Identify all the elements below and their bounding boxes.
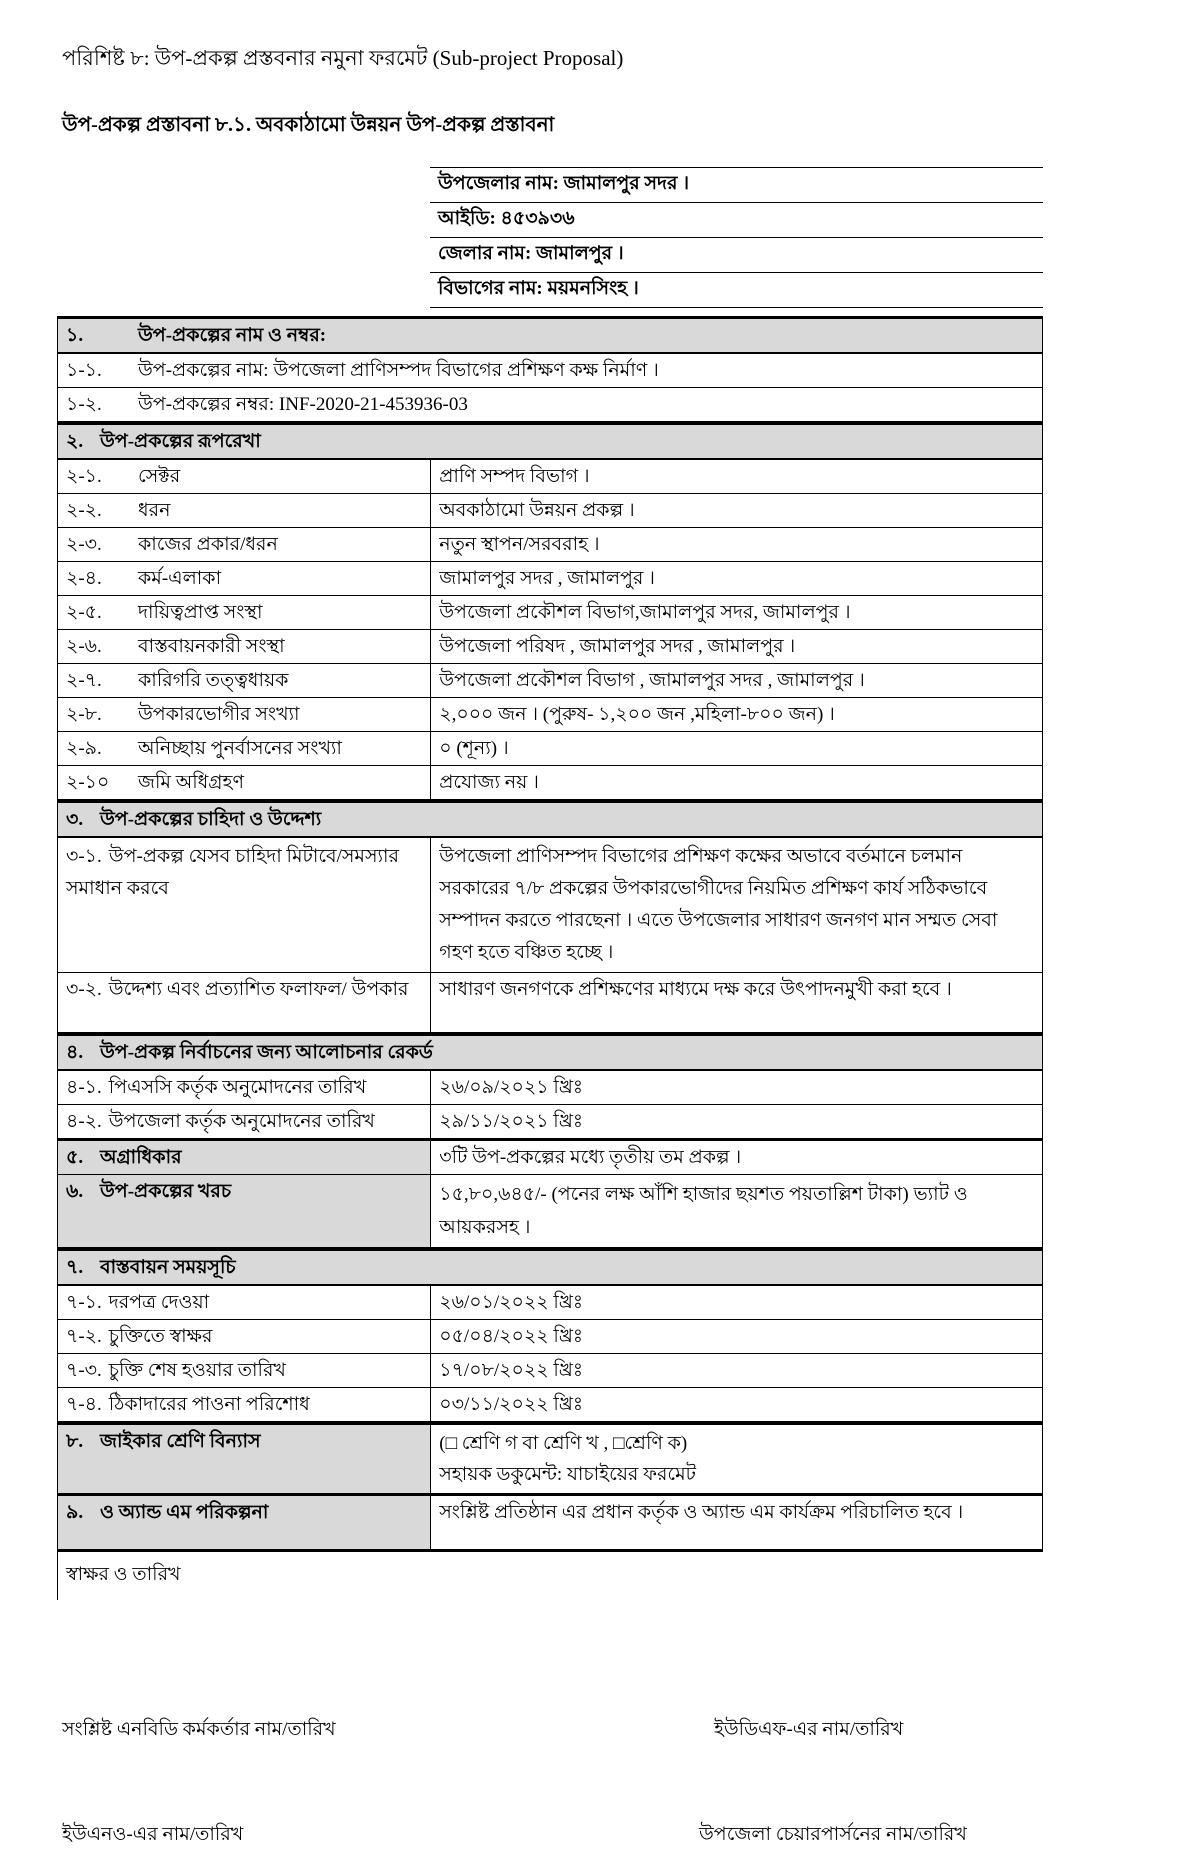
section-header-2 [58, 422, 1042, 460]
table-row-2-9 [58, 732, 1042, 766]
table-row-4-1 [58, 1071, 1042, 1105]
row-label: কারিগরি তত্ত্বধায়ক [138, 670, 289, 691]
row-label: উপ-প্রকল্পের নম্বর: INF-2020-21-453936-03 [138, 394, 468, 415]
row-value: ২৯/১১/২০২১ খ্রিঃ [430, 1105, 1042, 1138]
row-label: উপ-প্রকল্পের খরচ [100, 1181, 232, 1202]
uno-signature-label: ইউএনও-এর নাম/তারিখ [62, 1824, 244, 1845]
row-value: নতুন স্থাপন/সরবরাহ । [430, 528, 1042, 561]
row-value: প্রাণি সম্পদ বিভাগ । [430, 460, 1042, 493]
udf-signature-label: ইউডিএফ-এর নাম/তারিখ [714, 1719, 904, 1740]
table-row-2-7 [58, 664, 1042, 698]
row-number: ৯. [66, 1502, 84, 1523]
row-number: ৩-১. [66, 846, 102, 867]
row-number: ২-৩. [66, 534, 102, 555]
row-value: উপজেলা পরিষদ , জামালপুর সদর , জামালপুর । [430, 630, 1042, 663]
upazila-chairperson-signature-label: উপজেলা চেয়ারপার্সনের নাম/তারিখ [699, 1824, 967, 1845]
nbd-officer-signature-label: সংশ্লিষ্ট এনবিডি কর্মকর্তার নাম/তারিখ [62, 1719, 336, 1740]
row-value: উপজেলা প্রাণিসম্পদ বিভাগের প্রশিক্ষণ কক্ষের অভাবে বর্তমানে চলমান সরকারের ৭/৮ প্রকল্পের উপকারভোগীদের নিয়মিত প্রশিক্ষণ কার্য সঠিকভাবে সম্পাদন করতে পারছেনা । এতে উপজেলার সাধারণ জনগণ মান সম্মত সেবা গহণ হতে বঞ্চিত হচ্ছে । [430, 838, 1042, 972]
row-label: ৪-২. উপজেলা কর্তৃক অনুমোদনের তারিখ [66, 1108, 375, 1135]
table-row-3-2 [58, 973, 1042, 1033]
row-number: ১-১. [66, 360, 102, 381]
row-value: জামালপুর সদর , জামালপুর । [430, 562, 1042, 595]
row-value: ২,০০০ জন । (পুরুষ- ১,২০০ জন ,মহিলা-৮০০ জন) । [430, 698, 1042, 731]
row-value: উপজেলা প্রকৌশল বিভাগ,জামালপুর সদর, জামালপুর । [430, 596, 1042, 629]
row-label: দায়িত্বপ্রাপ্ত সংস্থা [138, 602, 263, 623]
section-header-4 [58, 1033, 1042, 1071]
row-number: ২-৮. [66, 704, 102, 725]
row-value: সংশ্লিষ্ট প্রতিষ্ঠান এর প্রধান কর্তৃক ও অ্যান্ড এম কার্যক্রম পরিচালিত হবে । [430, 1496, 1042, 1549]
signature-row-1 [57, 1715, 1157, 1745]
table-row-1-1 [58, 354, 1042, 388]
row-value: ১৫,৮০,৬৪৫/- (পনের লক্ষ আঁশি হাজার ছয়শত পয়তাল্লিশ টাকা) ভ্যাট ও আয়করসহ । [430, 1175, 1042, 1247]
row-value: ০৩/১১/২০২২ খ্রিঃ [430, 1388, 1042, 1421]
row-number: ৫. [66, 1147, 84, 1168]
row-number: ৭. [66, 1257, 84, 1278]
row-number: ৮. [66, 1431, 84, 1452]
row-label: জাইকার শ্রেণি বিন্যাস [100, 1431, 261, 1452]
jica-support-doc: সহায়ক ডকুমেন্ট: যাচাইয়ের ফরমেট [439, 1464, 696, 1485]
row-number: ৬. [66, 1181, 84, 1202]
row-number: ৭-২. [66, 1326, 102, 1347]
row-number: ৭-১. [66, 1292, 102, 1313]
table-row-9 [58, 1494, 1042, 1550]
row-value: অবকাঠামো উন্নয়ন প্রকল্প । [430, 494, 1042, 527]
row-label: অগ্রাধিকার [100, 1147, 182, 1168]
table-row-3-1 [58, 838, 1042, 973]
row-label: ৭-৩. চুক্তি শেষ হওয়ার তারিখ [66, 1357, 286, 1384]
row-label: উপকারভোগীর সংখ্যা [138, 704, 300, 725]
row-label: কর্ম-এলাকা [138, 568, 222, 589]
row-number: ৪-২. [66, 1111, 102, 1132]
header-id: আইডি: ৪৫৩৯৩৬ [430, 203, 1043, 238]
row-number: ২-২. [66, 500, 102, 521]
table-row-2-1 [58, 460, 1042, 494]
section-header-1 [58, 316, 1042, 354]
row-label: জমি অধিগ্রহণ [138, 772, 244, 793]
table-row-2-8 [58, 698, 1042, 732]
proposal-table [57, 316, 1043, 1552]
row-number: ৭-৪. [66, 1394, 102, 1415]
row-label: ও অ্যান্ড এম পরিকল্পনা [100, 1502, 269, 1523]
row-label: ৪-১. পিএসসি কর্তৃক অনুমোদনের তারিখ [66, 1074, 366, 1101]
document-page [57, 0, 1043, 1850]
row-number: ১-২. [66, 394, 102, 415]
row-number: ৭-৩. [66, 1360, 102, 1381]
row-number: ২-৯. [66, 738, 102, 759]
row-number: ২-১. [66, 466, 102, 487]
row-label: ৩-১. উপ-প্রকল্প যেসব চাহিদা মিটাবে/সমস্যার সমাধান করবে [66, 841, 422, 905]
table-row-7-3 [58, 1354, 1042, 1388]
header-info-box [430, 167, 1043, 308]
row-label: ৩-২. উদ্দেশ্য এবং প্রত্যাশিত ফলাফল/ উপকার [66, 976, 408, 1003]
row-number: ২-৭. [66, 670, 102, 691]
row-label: ৭-৪. ঠিকাদারের পাওনা পরিশোধ [66, 1391, 310, 1418]
section-title: উপ-প্রকল্প নির্বাচনের জন্য আলোচনার রেকর্ড [100, 1042, 433, 1063]
page-title: পরিশিষ্ট ৮: উপ-প্রকল্প প্রস্তবনার নমুনা ফরমেট (Sub-project Proposal) [62, 46, 624, 70]
table-row-6 [58, 1175, 1042, 1248]
row-label: ৭-২. চুক্তিতে স্বাক্ষর [66, 1323, 213, 1350]
row-number: ৪-১. [66, 1077, 102, 1098]
table-row-1-2 [58, 388, 1042, 422]
table-row-5 [58, 1139, 1042, 1175]
row-value: ২৬/০১/২০২২ খ্রিঃ [430, 1286, 1042, 1319]
row-number: ৩. [66, 809, 84, 830]
section-header-3 [58, 800, 1042, 838]
table-row-4-2 [58, 1105, 1042, 1139]
row-label: কাজের প্রকার/ধরন [138, 534, 278, 555]
row-number: ১. [66, 325, 84, 346]
header-division-name: বিভাগের নাম: ময়মনসিংহ । [430, 273, 1043, 308]
row-value: সাধারণ জনগণকে প্রশিক্ষণের মাধ্যমে দক্ষ করে উৎপাদনমুখী করা হবে । [430, 973, 1042, 1032]
row-number: ৩-২. [66, 979, 102, 1000]
row-value: ১৭/০৮/২০২২ খ্রিঃ [430, 1354, 1042, 1387]
table-row-2-6 [58, 630, 1042, 664]
signature-row-2 [57, 1820, 1157, 1850]
row-value: ০৫/০৪/২০২২ খ্রিঃ [430, 1320, 1042, 1353]
row-label: সেক্টর [138, 466, 181, 487]
table-row-2-3 [58, 528, 1042, 562]
table-row-2-5 [58, 596, 1042, 630]
signature-date-note: স্বাক্ষর ও তারিখ [57, 1552, 1043, 1600]
page-subtitle: উপ-প্রকল্প প্রস্তাবনা ৮.১. অবকাঠামো উন্নয়ন উপ-প্রকল্প প্রস্তাবনা [62, 114, 555, 136]
row-number: ২-৬. [66, 636, 102, 657]
section-title: উপ-প্রকল্পের চাহিদা ও উদ্দেশ্য [100, 809, 322, 830]
row-value: উপজেলা প্রকৌশল বিভাগ , জামালপুর সদর , জামালপুর । [430, 664, 1042, 697]
section-title: বাস্তবায়ন সময়সূচি [100, 1257, 236, 1278]
row-number: ২-৪. [66, 568, 102, 589]
row-label: ৭-১. দরপত্র দেওয়া [66, 1289, 209, 1316]
table-row-8 [58, 1422, 1042, 1494]
header-district-name: জেলার নাম: জামালপুর । [430, 238, 1043, 273]
row-label: অনিচ্ছায় পুনর্বাসনের সংখ্যা [138, 738, 342, 759]
section-title: উপ-প্রকল্পের রূপরেখা [100, 431, 261, 452]
table-row-2-2 [58, 494, 1042, 528]
row-number: ৪. [66, 1042, 84, 1063]
row-number: ২. [66, 431, 84, 452]
row-value: ২৬/০৯/২০২১ খ্রিঃ [430, 1071, 1042, 1104]
row-label: উপ-প্রকল্পের নাম: উপজেলা প্রাণিসম্পদ বিভাগের প্রশিক্ষণ কক্ষ নির্মাণ । [138, 360, 659, 381]
header-upazila-name: উপজেলার নাম: জামালপুর সদর । [430, 168, 1043, 203]
row-number: ২-১০ [66, 772, 110, 793]
row-label: ধরন [138, 500, 171, 521]
row-value: ০ (শূন্য) । [430, 732, 1042, 765]
section-header-7 [58, 1248, 1042, 1286]
row-label: বাস্তবায়নকারী সংস্থা [138, 636, 285, 657]
row-value: ৩টি উপ-প্রকল্পের মধ্যে তৃতীয় তম প্রকল্প । [430, 1141, 1042, 1174]
table-row-2-4 [58, 562, 1042, 596]
table-row-7-2 [58, 1320, 1042, 1354]
row-number: ২-৫. [66, 602, 102, 623]
table-row-2-10 [58, 766, 1042, 800]
jica-class-options: (□ শ্রেণি গ বা শ্রেণি খ , □শ্রেণি ক) [439, 1433, 688, 1454]
table-row-7-1 [58, 1286, 1042, 1320]
row-value: প্রযোজ্য নয় । [430, 766, 1042, 799]
table-row-7-4 [58, 1388, 1042, 1422]
section-title: উপ-প্রকল্পের নাম ও নম্বর: [138, 325, 327, 346]
